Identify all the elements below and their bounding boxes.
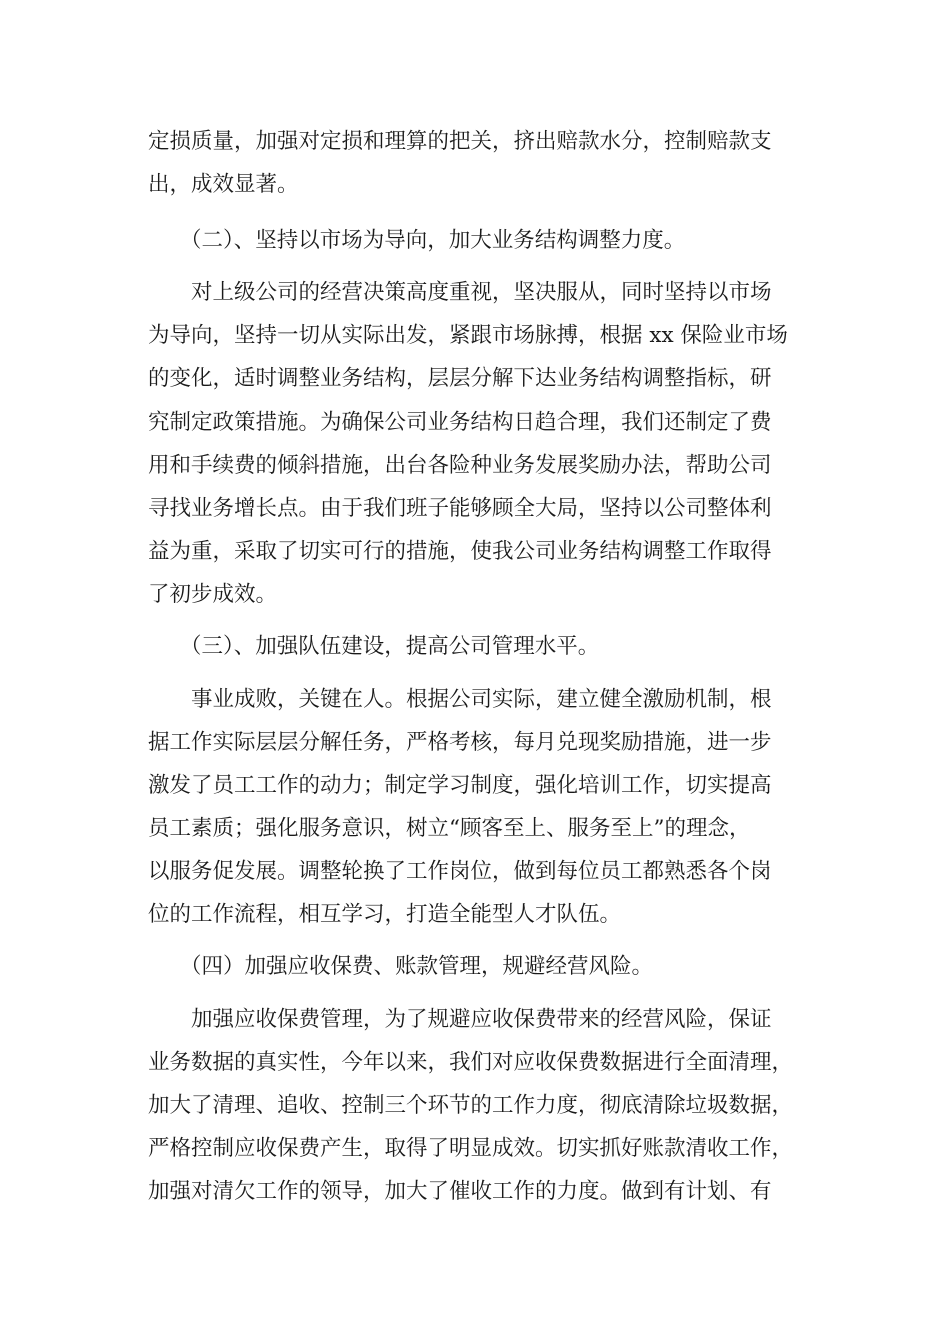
text-line [0, 1129, 950, 1169]
text-line-content: 的变化，适时调整业务结构，层层分解下达业务结构调整指标，研 [148, 366, 772, 391]
text-line-content: 严格控制应收保费产生，取得了明显成效。切实抓好账款清收工作， [148, 1136, 794, 1161]
section-heading-text: （三）、加强队伍建设，提高公司管理水平。 [180, 634, 600, 659]
text-line [0, 1086, 950, 1126]
text-line-content: 位的工作流程，相互学习，打造全能型人才队伍。 [148, 902, 622, 927]
text-line [0, 532, 950, 572]
section-heading [0, 627, 950, 667]
text-line-content: 以服务促发展。调整轮换了工作岗位，做到每位员工都熟悉各个岗 [148, 859, 772, 884]
text-line [0, 680, 950, 720]
text-line [0, 852, 950, 892]
text-line [0, 1043, 950, 1083]
text-line [0, 766, 950, 806]
text-line-content: 究制定政策措施。为确保公司业务结构日趋合理，我们还制定了费 [148, 410, 772, 435]
text-line-content: 事业成败，关键在人。根据公司实际，建立健全激励机制，根 [191, 687, 772, 712]
text-line-content: 加大了清理、追收、控制三个环节的工作力度，彻底清除垃圾数据， [148, 1093, 794, 1118]
text-line-content: 激发了员工工作的动力；制定学习制度，强化培训工作，切实提高 [148, 773, 772, 798]
text-line [0, 403, 950, 443]
text-line [0, 489, 950, 529]
section-heading [0, 221, 950, 261]
section-heading [0, 947, 950, 987]
text-line-content: 员工素质；强化服务意识，树立“顾客至上、服务至上”的理念， [148, 816, 751, 841]
text-line [0, 1000, 950, 1040]
text-line-content: 定损质量，加强对定损和理算的把关，挤出赔款水分，控制赔款支 [148, 129, 772, 154]
text-line [0, 359, 950, 399]
text-line-content: 益为重，采取了切实可行的措施，使我公司业务结构调整工作取得 [148, 539, 772, 564]
text-line [0, 1172, 950, 1212]
text-line-content: 用和手续费的倾斜措施，出台各险种业务发展奖励办法，帮助公司 [148, 453, 772, 478]
text-line [0, 273, 950, 313]
text-line-content: 加强对清欠工作的领导，加大了催收工作的力度。做到有计划、有 [148, 1179, 772, 1204]
text-line [0, 575, 950, 615]
section-heading-text: （四）加强应收保费、账款管理，规避经营风险。 [180, 954, 654, 979]
text-line-content: 加强应收保费管理，为了规避应收保费带来的经营风险，保证 [191, 1007, 772, 1032]
text-line-content: 寻找业务增长点。由于我们班子能够顾全大局，坚持以公司整体利 [148, 496, 772, 521]
text-line-content: 出，成效显著。 [148, 172, 299, 197]
text-line-content: 为导向，坚持一切从实际出发，紧跟市场脉搏，根据 xx 保险业市场 [148, 323, 788, 348]
text-line-content: 了初步成效。 [148, 582, 278, 607]
text-line [0, 895, 950, 935]
text-line [0, 723, 950, 763]
text-line [0, 446, 950, 486]
section-heading-text: （二）、坚持以市场为导向，加大业务结构调整力度。 [180, 228, 686, 253]
text-line [0, 165, 950, 205]
text-line-content: 业务数据的真实性，今年以来，我们对应收保费数据进行全面清理， [148, 1050, 794, 1075]
text-line [0, 809, 950, 849]
text-line-content: 对上级公司的经营决策高度重视，坚决服从，同时坚持以市场 [191, 280, 772, 305]
text-line-content: 据工作实际层层分解任务，严格考核，每月兑现奖励措施，进一步 [148, 730, 772, 755]
text-line [0, 122, 950, 162]
text-line [0, 316, 950, 356]
